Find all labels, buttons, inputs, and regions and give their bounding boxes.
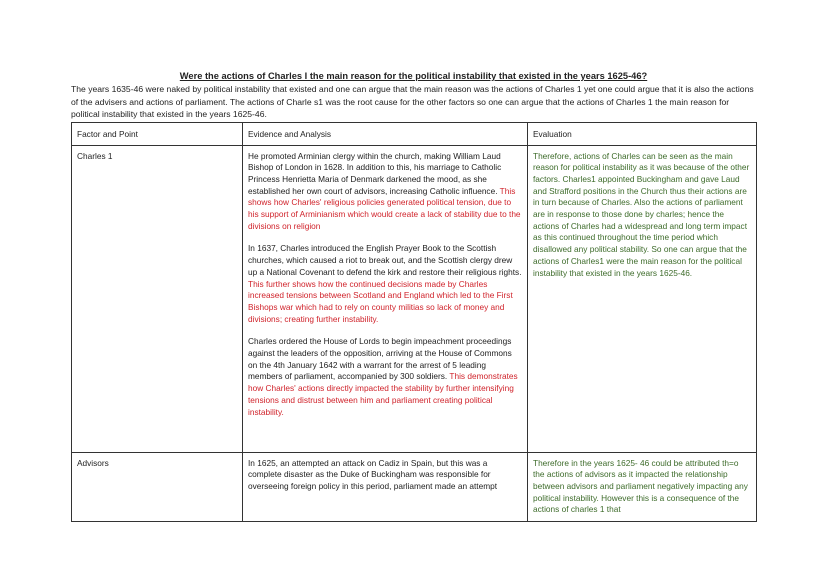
evidence-text: Charles ordered the House of Lords to begin impeachment proceedings against the leaders of the opposition, arriving at the House of Commons on the 4th January 1642 with a warrant for the arrest of 5 leading members of parliament, accompanied by 300 soldiers.	[248, 336, 512, 382]
essay-plan-table	[71, 122, 757, 523]
evidence-paragraph	[248, 336, 522, 418]
analysis-text: This demonstrates how Charles' actions directly impacted the stability by further intensifying tensions and distrust between him and parliament creating political instability.	[248, 371, 518, 417]
header-evaluation: Evaluation	[528, 122, 757, 145]
header-factor: Factor and Point	[72, 122, 243, 145]
evidence-paragraph	[248, 243, 522, 325]
factor-cell: Advisors	[72, 452, 243, 522]
evidence-cell: In 1625, an attempted an attack on Cadiz in Spain, but this was a complete disaster as the Duke of Buckingham was responsible for overseeing foreign policy in this period, parliament made an attempt	[243, 452, 528, 522]
evidence-text: He promoted Arminian clergy within the church, making William Laud Bishop of London in 1628. In addition to this, his marriage to Catholic Princess Henrietta Maria of Denmark darkened the mood, as she established her own court of advisors, increasing Catholic influence.	[248, 150, 502, 196]
evaluation-cell: Therefore, actions of Charles can be seen as the main reason for political instability as it was because of the other factors. Charles1 appointed Buckingham and gave Laud and Strafford positions in the Church thus their actions are in turn because of Charles. Also the actions of parliament are in response to those done by charles; hence the actions of Charles had a widespread and long term impact as this continued throughout the time period which disallowed any political stability. So one can argue that the actions of Charles1 were the main reason for the political instability that existed in the years 1625-46.	[528, 145, 757, 452]
table-header-row	[72, 122, 757, 145]
table-row	[72, 452, 757, 522]
header-evidence: Evidence and Analysis	[243, 122, 528, 145]
analysis-text: This further shows how the continued decisions made by Charles increased tensions between Scotland and England which led to the First Bishops war which had to rely on county militias so lack of money and divisions; creating further instability.	[248, 278, 513, 324]
evidence-cell	[243, 145, 528, 452]
document-title: Were the actions of Charles I the main reason for the political instability that existed in the years 1625-46?	[179, 71, 648, 81]
intro-paragraph: The years 1635-46 were naked by political instability that existed and one can argue that the main reason was the actions of Charles 1 yet one could argue that it is also the actions of the advisers and actions of parliament. The actions of Charle s1 was the root cause for the other factors so one can argue that the actions of Charles 1 the main reason for political instability that existed in the years 1625-46.	[71, 84, 754, 119]
document-page	[71, 70, 756, 522]
factor-cell: Charles 1	[72, 145, 243, 452]
table-row	[72, 145, 757, 452]
evaluation-cell: Therefore in the years 1625- 46 could be attributed th=o the actions of advisors as it impacted the relationship between advisors and parliament negatively impacting any political instability. However this is a consequence of the actions of charles 1 that	[528, 452, 757, 522]
evidence-paragraph	[248, 151, 522, 233]
evidence-text: In 1637, Charles introduced the English Prayer Book to the Scottish churches, which caused a riot to break out, and the Scottish clergy drew up a National Covenant to defend the kirk and restore their religious rights.	[248, 243, 522, 277]
analysis-text: This shows how Charles' religious policies generated political tension, due to his support of Arminianism which would create a lack of stability due to the divisions on religion	[248, 185, 521, 231]
